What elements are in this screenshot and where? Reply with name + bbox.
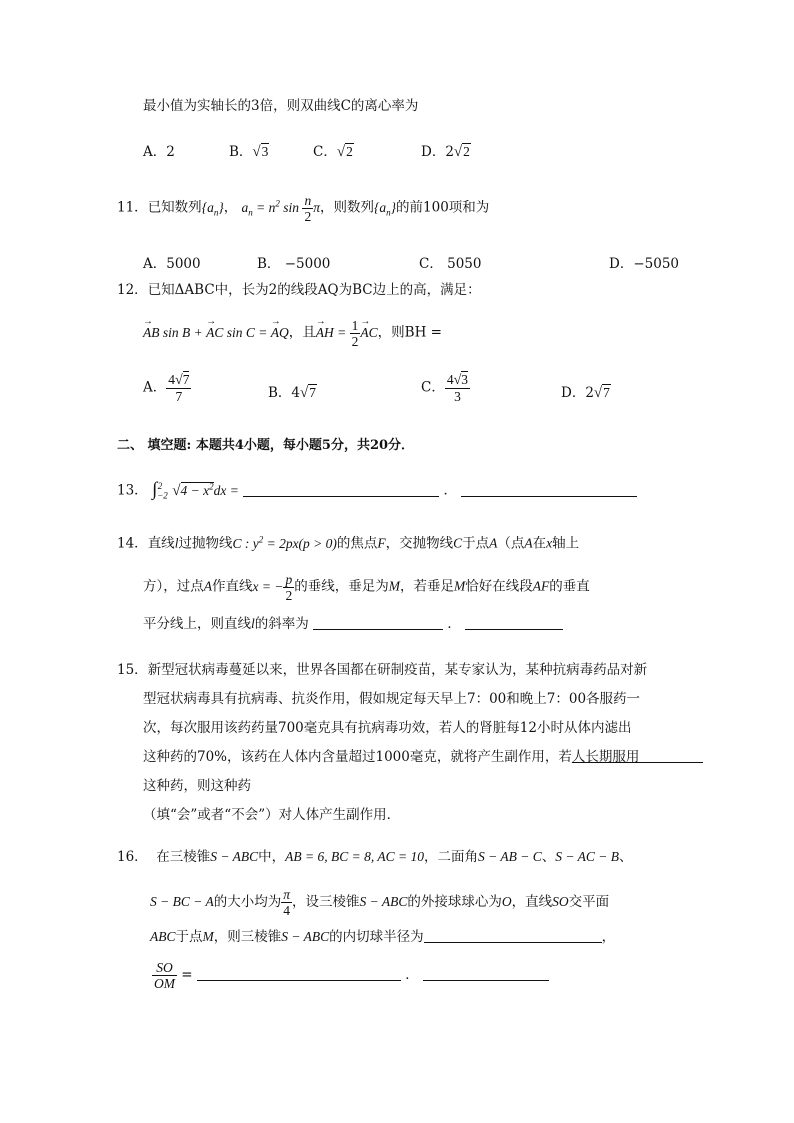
q13-formula: $\int_{-2}^2$ $√4 - x^2dx$ = (151, 478, 239, 501)
q12-option-c[interactable]: C． $\frac{4√3}{3}$ (421, 372, 469, 404)
q16-blank-1[interactable] (424, 927, 602, 943)
q14-blank-2[interactable] (465, 614, 563, 630)
q15-line3: 次，每次服用该药药量700毫克具有抗病毒功效，若人的肾脏每12小时从体内滤出 (143, 720, 632, 736)
q16-angle: $\frac{\pi}{4}$ (283, 887, 290, 918)
q10-option-b[interactable]: B．√3 (229, 144, 269, 160)
q10-option-d[interactable]: D．2√2 (421, 144, 470, 160)
q15-blank[interactable] (639, 747, 703, 763)
q14-blank-1[interactable] (313, 614, 443, 630)
q11-option-c[interactable]: C． 5050 (419, 256, 482, 272)
q11-option-d[interactable]: D．−5050 (609, 256, 679, 272)
q16-line1: 16． 在三棱锥S − ABC中，AB = 6, BC = 8, AC = 10，二面角S − AB − C、S − AC − B、 (117, 849, 633, 865)
q15-line1: 15．新型冠状病毒蔓延以来，世界各国都在研制疫苗，某专家认为，某种抗病毒药品对新 (117, 662, 648, 678)
q12-condition-c: → AH = $\frac{1}{2}$ → AC (316, 325, 378, 340)
q10-option-c[interactable]: C．√2 (313, 144, 353, 160)
q11-option-a[interactable]: A．5000 (143, 256, 201, 272)
q15-line6: （填“会”或者“不会”）对人体产生副作用． (143, 807, 401, 823)
q14-parabola: C : $y^2 = 2px(p > 0)$ (232, 534, 337, 551)
q14-line3: 平分线上，则直线l的斜率为 ． (143, 614, 563, 634)
q14-line-eq: x = − $\frac{p}{2}$ (252, 572, 293, 603)
q10-option-a[interactable]: A．2 (143, 144, 175, 160)
q12-stem: 12．已知ΔABC中，长为2的线段AQ为BC边上的高，满足： (117, 282, 481, 298)
q12-option-d[interactable]: D．2√7 (561, 385, 610, 401)
q13-stem: 13． $\int_{-2}^2$ $√4 - x^2dx$ = ． (117, 476, 637, 505)
q14-line2: 方），过点A作直线x = − $\frac{p}{2}$ 的垂线，垂足为M，若垂足M恰好在线段AF的垂直 (143, 572, 590, 603)
q12-option-a[interactable]: A． $\frac{4√7}{7}$ (143, 372, 190, 404)
q13-blank-1[interactable] (243, 481, 439, 497)
q12-condition-a: → AB sin B + → AC sin C = → AQ (143, 325, 289, 340)
q16-line4: $\frac{SO}{OM}$ = ． (152, 960, 549, 991)
q13-blank-2[interactable] (461, 481, 637, 497)
q16-line2: S − BC − A的大小均为 $\frac{\pi}{4}$ ，设三棱锥S − ABC的外接球球心为O，直线SO交平面 (150, 887, 610, 918)
q12-condition: → AB sin B + → AC sin C = → AQ，且→ AH = $\frac{1}{2}$ → AC，则BH = (143, 318, 442, 349)
q15-line4: 这种药的70%，该药在人体内含量超过1000毫克，就将产生副作用，若人长期服用 (143, 747, 703, 767)
q14-line1: 14．直线l过抛物线C : $y^2 = 2px(p > 0)$的焦点F，交抛物线C于点A（点A在x轴上 (117, 534, 580, 552)
section2-heading: 二、 填空题: 本题共4小题，每小题5分，共20分． (117, 438, 415, 453)
q15-line2: 型冠状病毒具有抗病毒、抗炎作用，假如规定每天早上7：00和晚上7：00各服药一 (143, 691, 641, 707)
q15-line5: 这种药，则这种药 (143, 778, 251, 794)
q16-blank-2[interactable] (197, 965, 401, 981)
q10-stem-tail: 最小值为实轴长的3倍，则双曲线C的离心率为 (143, 98, 419, 114)
q16-ratio: $\frac{SO}{OM}$ (154, 960, 175, 991)
q12-option-b[interactable]: B．4√7 (268, 385, 316, 401)
q11-option-b[interactable]: B． −5000 (257, 256, 331, 272)
q11-stem: 11．已知数列$\{a_n\}$， $a_n = n^2$ sin $\frac{n}{2}$ π，则数列$\{a_n\}$的前100项和为 (117, 193, 490, 224)
q16-line3: ABC于点M，则三棱锥S − ABC的内切球半径为 ， (150, 929, 616, 945)
q16-blank-3[interactable] (423, 965, 549, 981)
q11-formula: $a_n = n^2$ sin $\frac{n}{2}$ π (241, 193, 320, 224)
